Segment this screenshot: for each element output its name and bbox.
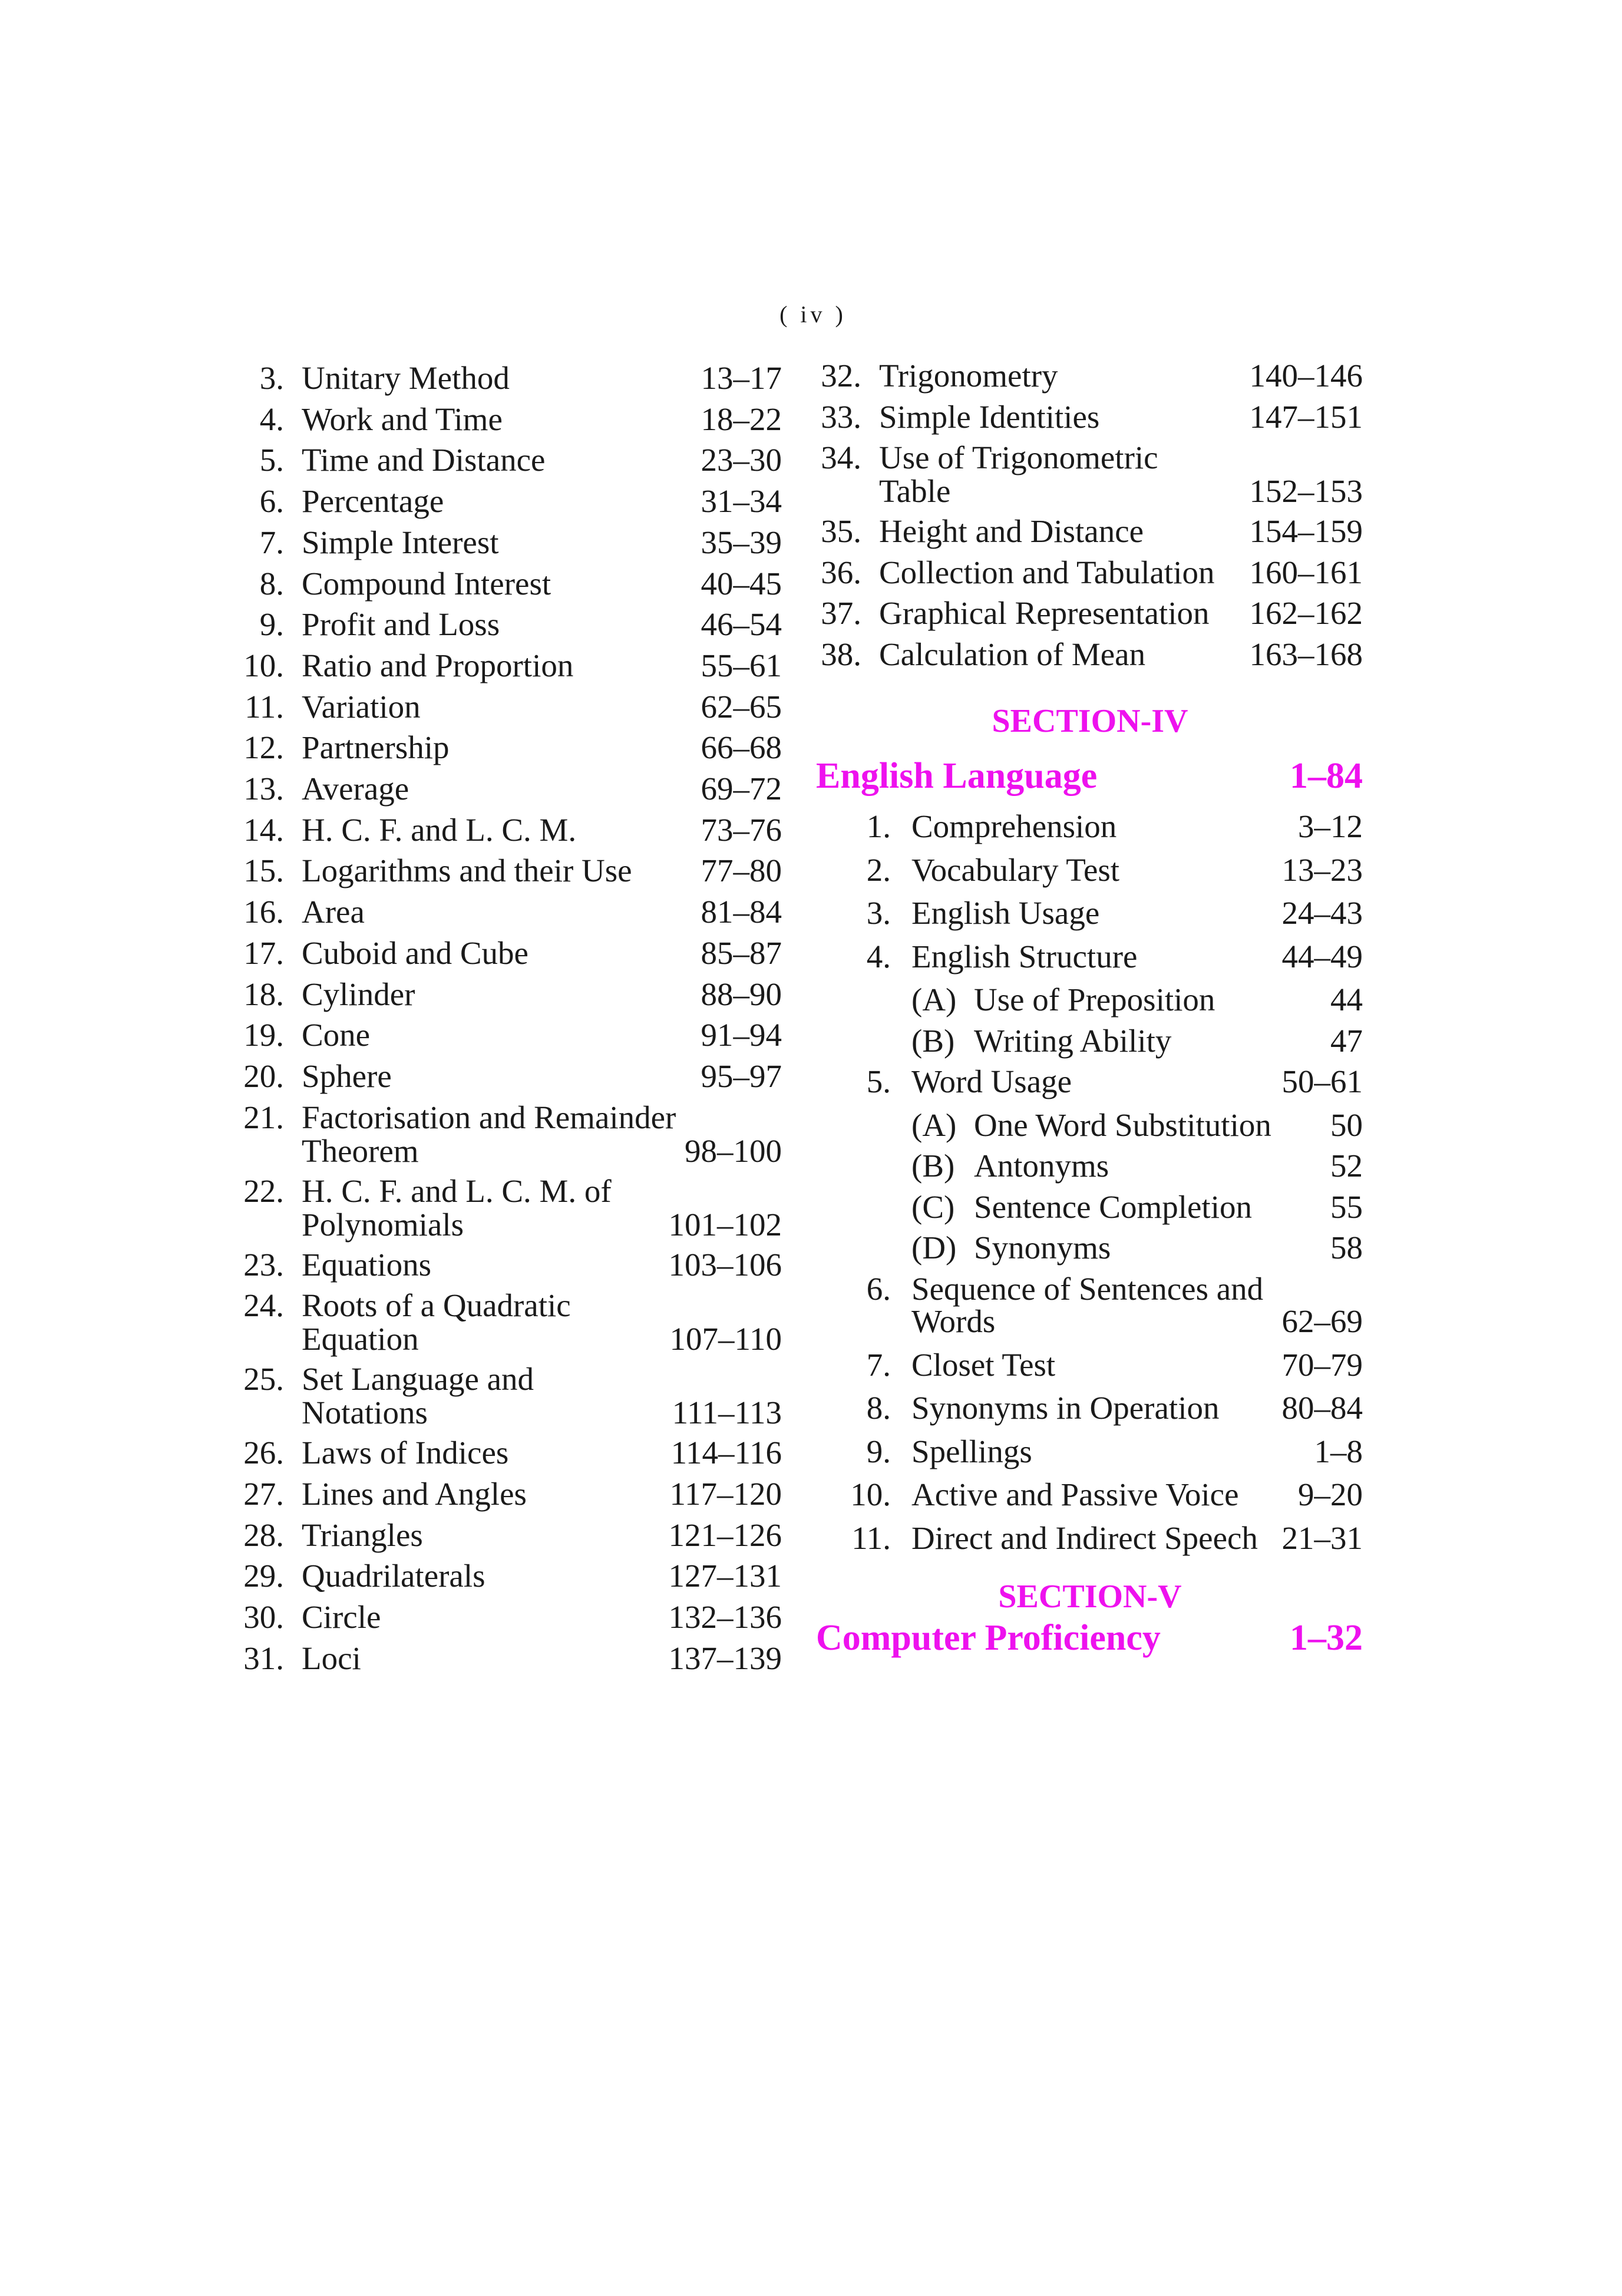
- entry-title: Closet Test: [911, 1346, 1056, 1383]
- entry-title: Triangles: [302, 1517, 423, 1553]
- entry-title: Equations: [302, 1246, 431, 1283]
- toc-entry: [0, 1272, 1363, 1337]
- entry-number: 24.: [243, 1287, 284, 1324]
- entry-number: 4.: [866, 938, 891, 974]
- toc-entry: [0, 1022, 1363, 1059]
- toc-entry: [0, 731, 782, 764]
- entry-title: Area: [302, 894, 365, 930]
- entry-number: 16.: [243, 894, 284, 930]
- entry-title: Trigonometry: [879, 358, 1058, 394]
- entry-number: 36.: [821, 554, 861, 590]
- entry-number: 3.: [866, 895, 891, 931]
- entry-pages: 91–94: [701, 1017, 782, 1053]
- entry-number: 26.: [243, 1435, 284, 1471]
- entry-title: Sentence Completion: [974, 1188, 1252, 1225]
- entry-number: 28.: [243, 1517, 284, 1553]
- entry-number: 34.: [821, 440, 861, 475]
- entry-title: Writing Ability: [974, 1022, 1172, 1059]
- entry-pages: 137–139: [668, 1640, 782, 1676]
- entry-title: Synonyms: [974, 1230, 1111, 1266]
- entry-title: Calculation of Mean: [879, 636, 1146, 672]
- entry-number: 6.: [866, 1270, 891, 1307]
- entry-number: 20.: [243, 1058, 284, 1094]
- entry-pages: 50: [1330, 1106, 1363, 1143]
- entry-pages: 35–39: [701, 524, 782, 560]
- entry-title: Roots of a Quadratic: [302, 1287, 571, 1324]
- entry-pages: 154–159: [1249, 513, 1363, 549]
- toc-entry: [0, 1065, 1363, 1097]
- entry-sub-label: (C): [911, 1188, 955, 1225]
- toc-entry: [0, 772, 782, 805]
- toc-entry: [0, 596, 1363, 630]
- entry-number: 12.: [243, 729, 284, 766]
- entry-title: Variation: [302, 688, 421, 725]
- entry-title: Factorisation and Remainder: [302, 1099, 676, 1135]
- entry-pages: 88–90: [701, 976, 782, 1012]
- entry-title: Unitary Method: [302, 360, 510, 396]
- entry-pages: 66–68: [701, 729, 782, 766]
- entry-pages: 62–69: [1281, 1303, 1363, 1339]
- section-iv-heading: SECTION-IV: [992, 703, 1188, 739]
- entry-title: H. C. F. and L. C. M. of: [302, 1172, 612, 1209]
- entry-pages: 160–161: [1249, 554, 1363, 590]
- entry-number: 19.: [243, 1017, 284, 1053]
- entry-title: Use of Trigonometric: [879, 440, 1158, 475]
- entry-pages: 103–106: [668, 1246, 782, 1283]
- entry-number: 37.: [821, 595, 861, 631]
- entry-pages: 13–17: [701, 360, 782, 396]
- entry-pages: 13–23: [1281, 851, 1363, 888]
- entry-title: Active and Passive Voice: [911, 1476, 1239, 1512]
- entry-pages: 98–100: [685, 1132, 782, 1169]
- entry-pages: 95–97: [701, 1058, 782, 1094]
- entry-number: 2.: [866, 851, 891, 888]
- toc-entry: [0, 810, 1363, 842]
- entry-number: 11.: [851, 1519, 891, 1556]
- entry-title: Height and Distance: [879, 513, 1144, 549]
- entry-pages: 47: [1330, 1022, 1363, 1059]
- entry-pages: 85–87: [701, 934, 782, 971]
- entry-pages: 69–72: [701, 771, 782, 807]
- entry-number: 9.: [866, 1433, 891, 1469]
- entry-number: 7.: [259, 524, 284, 560]
- entry-sub-label: (B): [911, 1022, 955, 1059]
- entry-pages: 44–49: [1281, 938, 1363, 974]
- entry-pages: 55–61: [701, 647, 782, 683]
- entry-title-continued: Polynomials: [302, 1206, 464, 1243]
- toc-entry: [0, 1148, 1363, 1184]
- toc-entry: [0, 940, 1363, 972]
- entry-number: 4.: [259, 401, 284, 437]
- entry-pages: 152–153: [1249, 473, 1363, 509]
- entry-title: Set Language and: [302, 1361, 534, 1398]
- entry-pages: 24–43: [1281, 895, 1363, 931]
- entry-number: 1.: [866, 808, 891, 844]
- entry-number: 15.: [243, 853, 284, 889]
- entry-title: Compound Interest: [302, 565, 551, 602]
- entry-pages: 55: [1330, 1188, 1363, 1225]
- entry-sub-label: (A): [911, 982, 957, 1017]
- entry-number: 6.: [259, 483, 284, 520]
- entry-pages: 23–30: [701, 442, 782, 478]
- entry-pages: 147–151: [1249, 398, 1363, 435]
- toc-entry: [0, 637, 1363, 671]
- entry-number: 25.: [243, 1361, 284, 1398]
- entry-title: Comprehension: [911, 808, 1117, 844]
- entry-pages: 80–84: [1281, 1390, 1363, 1426]
- entry-title-continued: Words: [911, 1303, 996, 1339]
- entry-title-continued: Equation: [302, 1321, 419, 1357]
- entry-number: 33.: [821, 398, 861, 435]
- entry-title: English Structure: [911, 938, 1138, 974]
- entry-title: H. C. F. and L. C. M.: [302, 811, 577, 848]
- entry-pages: 31–34: [701, 483, 782, 520]
- entry-pages: 132–136: [668, 1599, 782, 1636]
- entry-pages: 70–79: [1281, 1346, 1363, 1383]
- entry-number: 35.: [821, 513, 861, 549]
- entry-number: 32.: [821, 358, 861, 394]
- entry-title: Simple Interest: [302, 524, 499, 560]
- section-iv-pages: 1–84: [1290, 756, 1363, 796]
- entry-title: Spellings: [911, 1433, 1032, 1469]
- entry-title: Cone: [302, 1017, 371, 1053]
- entry-title: Synonyms in Operation: [911, 1390, 1220, 1426]
- toc-entry: [0, 1190, 1363, 1223]
- toc-entry: [0, 690, 782, 724]
- entry-number: 11.: [245, 688, 284, 725]
- entry-sub-label: (A): [911, 1106, 957, 1143]
- toc-entry: [0, 1390, 1363, 1426]
- toc-entry: [0, 1108, 1363, 1141]
- entry-pages: 9–20: [1298, 1476, 1363, 1512]
- entry-title: Sphere: [302, 1058, 392, 1094]
- entry-pages: 58: [1330, 1230, 1363, 1266]
- entry-title: Profit and Loss: [302, 606, 500, 643]
- entry-title: Partnership: [302, 729, 450, 766]
- entry-title: Use of Preposition: [974, 982, 1215, 1017]
- toc-entry: [0, 359, 1363, 392]
- toc-entry: [0, 1346, 1363, 1383]
- entry-title: Loci: [302, 1640, 361, 1676]
- entry-title-continued: Theorem: [302, 1132, 419, 1169]
- entry-title: Cylinder: [302, 976, 415, 1012]
- entry-pages: 163–168: [1249, 636, 1363, 672]
- entry-title: Sequence of Sentences and: [911, 1270, 1264, 1307]
- toc-entry: [0, 1559, 782, 1593]
- entry-number: 7.: [866, 1346, 891, 1383]
- entry-title: Word Usage: [911, 1063, 1072, 1099]
- entry-pages: 21–31: [1281, 1519, 1363, 1556]
- entry-pages: 73–76: [701, 811, 782, 848]
- entry-title: Ratio and Proportion: [302, 647, 574, 683]
- entry-title: Cuboid and Cube: [302, 934, 528, 971]
- entry-pages: 62–65: [701, 688, 782, 725]
- toc-entry: [0, 1433, 1363, 1471]
- entry-title: Quadrilaterals: [302, 1558, 485, 1594]
- entry-number: 3.: [259, 360, 284, 396]
- entry-pages: 44: [1330, 982, 1363, 1017]
- toc-entry: [0, 1600, 782, 1634]
- entry-title-continued: Table: [879, 473, 951, 509]
- toc-entry: [0, 1521, 1363, 1554]
- entry-number: 14.: [243, 811, 284, 848]
- entry-pages: 114–116: [670, 1435, 782, 1471]
- entry-pages: 50–61: [1281, 1063, 1363, 1099]
- entry-title: One Word Substitution: [974, 1106, 1271, 1143]
- section-v-pages: 1–32: [1290, 1618, 1363, 1658]
- entry-title: English Usage: [911, 895, 1100, 931]
- entry-title: Logarithms and their Use: [302, 853, 632, 889]
- entry-title: Vocabulary Test: [911, 851, 1120, 888]
- section-v-heading: SECTION-V: [998, 1578, 1182, 1615]
- entry-number: 10.: [243, 647, 284, 683]
- entry-number: 27.: [243, 1476, 284, 1512]
- entry-number: 10.: [850, 1476, 891, 1512]
- entry-pages: 1–8: [1314, 1433, 1363, 1469]
- entry-number: 8.: [259, 565, 284, 602]
- page-number: ( iv ): [779, 301, 847, 328]
- toc-entry: [0, 556, 1363, 589]
- entry-pages: 162–162: [1249, 595, 1363, 631]
- toc-entry: [0, 851, 1363, 889]
- entry-title-continued: Notations: [302, 1395, 428, 1431]
- entry-number: 5.: [866, 1063, 891, 1099]
- toc-entry: [0, 441, 1363, 508]
- entry-sub-label: (D): [911, 1230, 957, 1266]
- toc-entry: [0, 398, 1363, 437]
- entry-number: 29.: [243, 1558, 284, 1594]
- section-v-title: Computer Proficiency: [816, 1618, 1161, 1658]
- entry-number: 9.: [259, 606, 284, 643]
- entry-title: Lines and Angles: [302, 1476, 527, 1512]
- entry-title: Time and Distance: [302, 442, 546, 478]
- toc-entry: [0, 1641, 782, 1675]
- entry-pages: 40–45: [701, 565, 782, 602]
- entry-number: 17.: [243, 934, 284, 971]
- entry-title: Circle: [302, 1599, 381, 1636]
- entry-number: 30.: [243, 1599, 284, 1636]
- entry-pages: 121–126: [668, 1517, 782, 1553]
- entry-pages: 81–84: [701, 894, 782, 930]
- toc-entry: [0, 514, 1363, 548]
- entry-pages: 77–80: [701, 853, 782, 889]
- entry-title: Graphical Representation: [879, 595, 1210, 631]
- entry-number: 22.: [243, 1172, 284, 1209]
- entry-title: Work and Time: [302, 401, 503, 437]
- entry-pages: 52: [1330, 1148, 1363, 1184]
- entry-number: 8.: [866, 1390, 891, 1426]
- entry-number: 5.: [259, 442, 284, 478]
- toc-entry: [0, 896, 1363, 929]
- entry-number: 13.: [243, 771, 284, 807]
- entry-number: 23.: [243, 1246, 284, 1283]
- entry-title: Collection and Tabulation: [879, 554, 1215, 590]
- entry-title: Simple Identities: [879, 398, 1100, 435]
- entry-pages: 18–22: [701, 401, 782, 437]
- entry-title: Average: [302, 771, 409, 807]
- entry-pages: 107–110: [669, 1321, 782, 1357]
- entry-number: 31.: [243, 1640, 284, 1676]
- toc-entry: [0, 983, 1363, 1015]
- entry-number: 18.: [243, 976, 284, 1012]
- entry-title: Percentage: [302, 483, 444, 520]
- section-iv-title: English Language: [816, 756, 1098, 796]
- entry-pages: 3–12: [1298, 808, 1363, 844]
- entry-number: 21.: [243, 1099, 284, 1135]
- entry-title: Laws of Indices: [302, 1435, 509, 1471]
- entry-number: 38.: [821, 636, 861, 672]
- entry-pages: 46–54: [701, 606, 782, 643]
- entry-pages: 111–113: [672, 1395, 782, 1431]
- entry-title: Antonyms: [974, 1148, 1109, 1184]
- entry-pages: 101–102: [668, 1206, 782, 1243]
- entry-title: Direct and Indirect Speech: [911, 1519, 1258, 1556]
- entry-sub-label: (B): [911, 1148, 955, 1184]
- toc-entry: [0, 1478, 1363, 1510]
- entry-pages: 140–146: [1249, 358, 1363, 394]
- entry-pages: 127–131: [668, 1558, 782, 1594]
- entry-pages: 117–120: [669, 1476, 782, 1512]
